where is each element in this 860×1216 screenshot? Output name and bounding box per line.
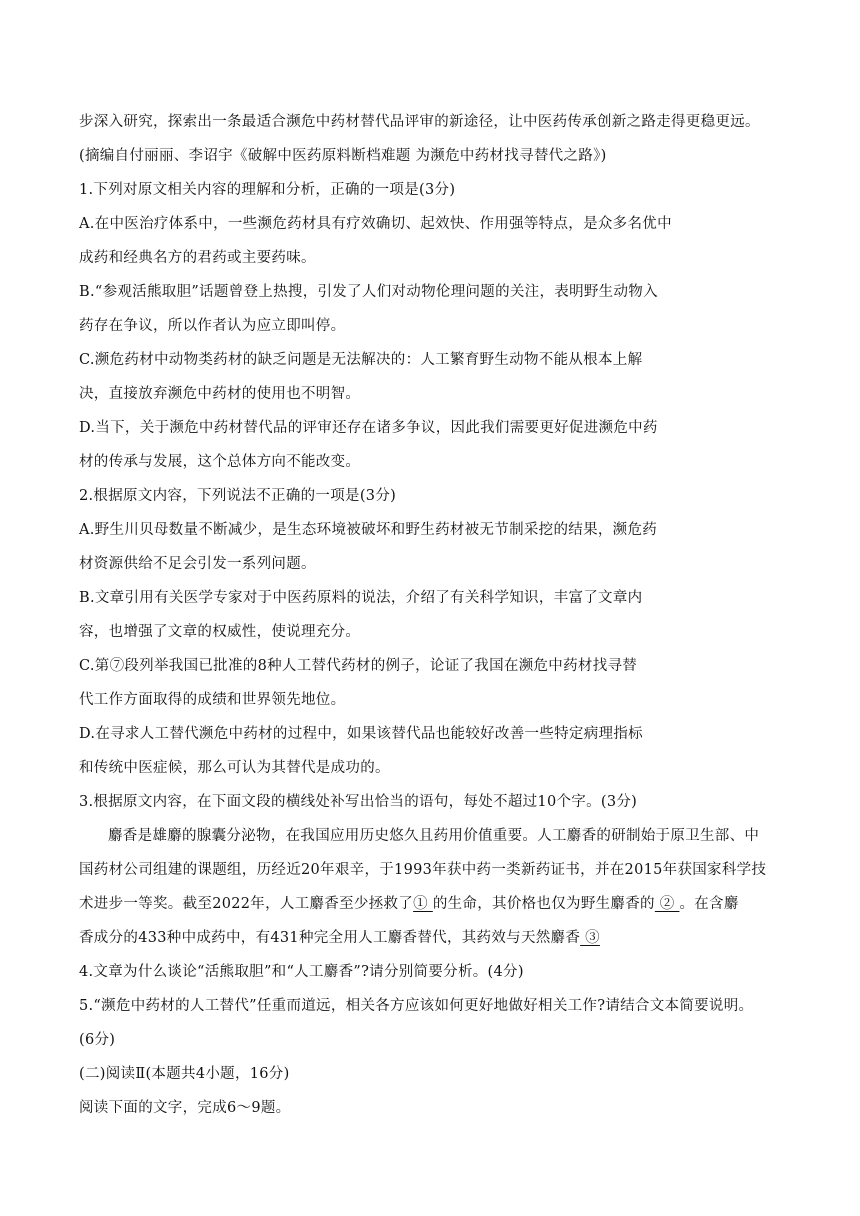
question-1-stem: 1.下列对原文相关内容的理解和分析，正确的一项是(3分) [79,182,456,198]
section-intro: 阅读下面的文字，完成6～9题。 [79,1100,291,1116]
q1-option-a-line2: 成药和经典名方的君药或主要药味。 [79,250,316,266]
q3-paragraph-line3 [79,894,739,914]
q3-paragraph-line2: 国药材公司组建的课题组，历经近20年艰辛，于1993年获中药一类新药证书，并在2015年获国家科学技 [79,862,767,878]
q2-option-c-line1: C.第⑦段列举我国已批准的8种人工替代药材的例子，论证了我国在濒危中药材找寻替 [79,658,638,674]
section-heading: (二)阅读Ⅱ(本题共4小题，16分) [79,1066,290,1082]
passage-source: (摘编自付丽丽、李诏宇《破解中医药原料断档难题 为濒危中药材找寻替代之路》) [79,148,607,164]
question-4-stem: 4.文章为什么谈论“活熊取胆”和“人工麝香”?请分别简要分析。(4分) [79,964,524,980]
q2-option-b-line2: 容，也增强了文章的权威性，使说理充分。 [79,624,361,640]
q2-option-d-line1: D.在寻求人工替代濒危中药材的过程中，如果该替代品也能较好改善一些特定病理指标 [79,726,643,742]
q3-text-segment: 香成分的433种中成药中，有431种完全用人工麝香替代，其药效与天然麝香 [79,930,581,946]
q3-text-segment: 术进步一等奖。截至2022年，人工麝香至少拯救了 [79,896,414,912]
q1-option-d-line1: D.当下，关于濒危中药材替代品的评审还存在诸多争议，因此我们需要更好促进濒危中药 [79,420,658,436]
q2-option-c-line2: 代工作方面取得的成绩和世界领先地位。 [79,692,346,708]
q2-option-d-line2: 和传统中医症候，那么可认为其替代是成功的。 [79,760,390,776]
q1-option-a-line1: A.在中医治疗体系中，一些濒危药材具有疗效确切、起效快、作用强等特点，是众多名优中 [79,216,672,232]
blank-1: ① [413,896,433,912]
question-2-stem: 2.根据原文内容，下列说法不正确的一项是(3分) [79,488,397,504]
q3-paragraph-line4 [79,928,600,948]
q3-paragraph-line1: 麝香是雄麝的腺囊分泌物，在我国应用历史悠久且药用价值重要。人工麝香的研制始于原卫生部、中 [108,828,760,844]
q1-option-b-line2: 药存在争议，所以作者认为应立即叫停。 [79,318,346,334]
question-5-stem: 5.“濒危中药材的人工替代”任重而道远，相关各方应该如何更好地做好相关工作?请结合文本简要说明。 [79,998,754,1014]
q1-option-d-line2: 材的传承与发展，这个总体方向不能改变。 [79,454,361,470]
q2-option-a-line1: A.野生川贝母数量不断减少，是生态环境被破坏和野生药材被无节制采挖的结果，濒危药 [79,522,658,538]
q1-option-c-line2: 决，直接放弃濒危中药材的使用也不明智。 [79,386,361,402]
passage-last-line: 步深入研究，探索出一条最适合濒危中药材替代品评审的新途径，让中医药传承创新之路走得更稳更远。 [79,114,760,130]
q2-option-b-line1: B.文章引用有关医学专家对于中医药原料的说法，介绍了有关科学知识，丰富了文章内 [79,590,643,606]
blank-3: ③ [580,930,600,946]
q3-text-segment: 。在含麝 [679,896,739,912]
q3-text-segment: 的生命，其价格也仅为野生麝香的 [432,896,655,912]
blank-2: ② [654,896,680,912]
q1-option-b-line1: B.“参观活熊取胆”话题曾登上热搜，引发了人们对动物伦理问题的关注，表明野生动物入 [79,284,658,300]
q1-option-c-line1: C.濒危药材中动物类药材的缺乏问题是无法解决的：人工繁育野生动物不能从根本上解 [79,352,643,368]
question-3-stem: 3.根据原文内容，在下面文段的横线处补写出恰当的语句，每处不超过10个字。(3分) [79,794,638,810]
q2-option-a-line2: 材资源供给不足会引发一系列问题。 [79,556,316,572]
question-5-score: (6分) [79,1032,116,1048]
